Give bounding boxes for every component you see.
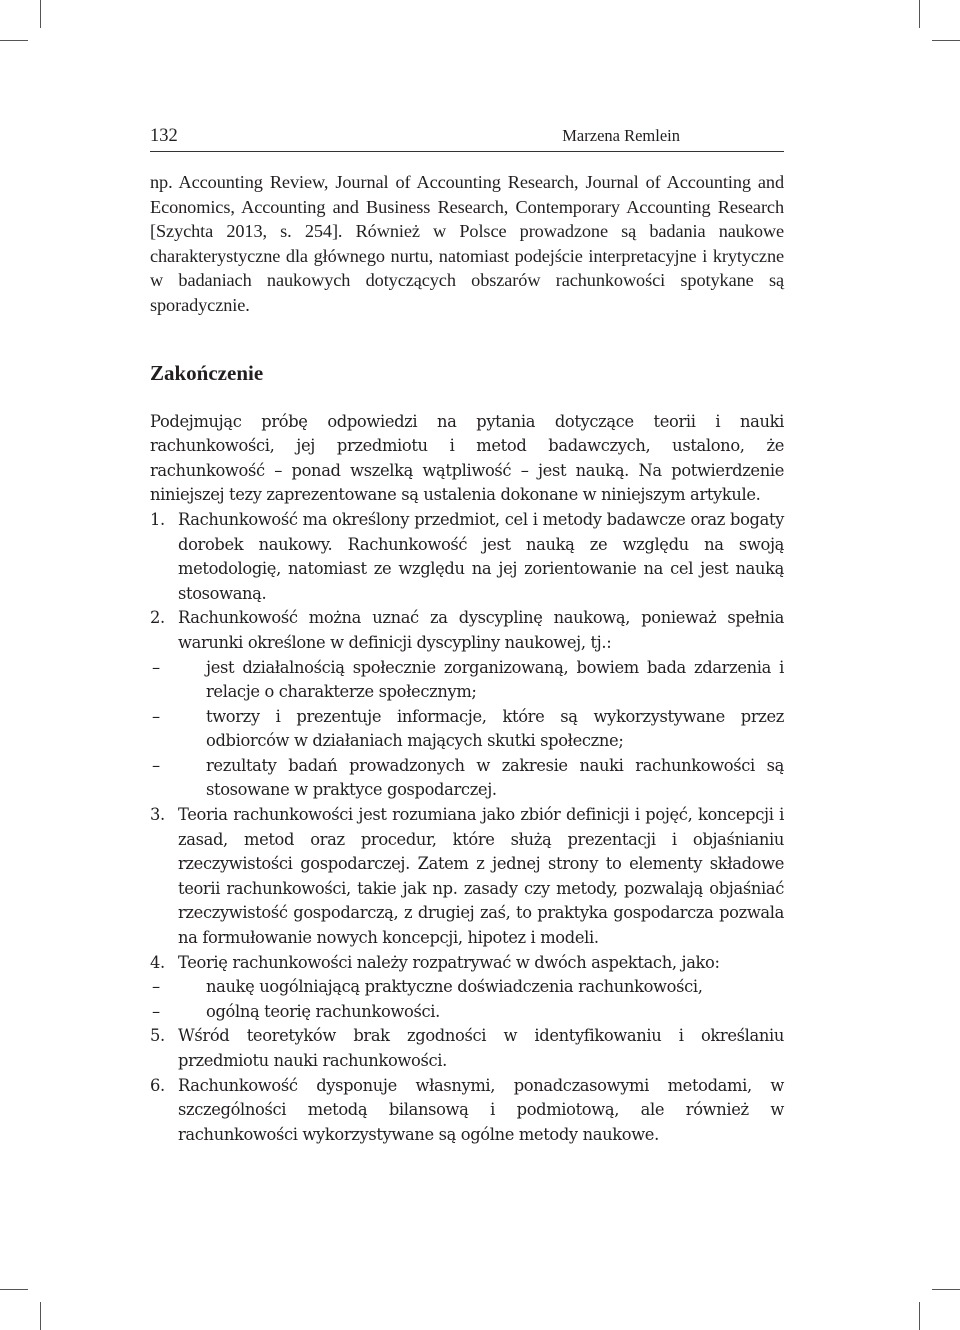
- list-item-text: Teorię rachunkowości należy rozpatrywać w dwóch aspektach, jako:: [178, 952, 720, 972]
- list-item: [150, 508, 784, 606]
- page-number: 132: [150, 126, 178, 146]
- sub-list-item-text: ogólną teorię rachunkowości.: [206, 1001, 440, 1021]
- sub-list-item: [150, 705, 784, 754]
- list-item-text: Teoria rachunkowości jest rozumiana jako zbiór definicji i pojęć, koncepcji i zasad, metod oraz procedur, które służą prezentacji i objaśnianiu rzeczywistości gospodarczej. Zatem z jednej strony to elementy składowe teorii rachunkowości, takie jak np. zasady czy metody, pozwalają objaśniać rzeczywistość gospodarczą, z drugiej zaś, to praktyka gospodarcza pozwala na formułowanie nowych koncepcji, hipotez i modeli.: [178, 805, 784, 948]
- sub-list-item-text: rezultaty badań prowadzonych w zakresie nauki rachunkowości są stosowane w praktyce gospodarczej.: [206, 755, 784, 800]
- sub-list-item: [150, 656, 784, 705]
- list-item-number: 3.: [150, 805, 165, 825]
- sub-list-item: [150, 1000, 784, 1025]
- list-item: [150, 1024, 784, 1073]
- sub-list: [152, 656, 784, 804]
- crop-mark: [919, 1302, 920, 1330]
- list-item-text: Rachunkowość dysponuje własnymi, ponadczasowymi metodami, w szczególności metodą bilansową i podmiotową, ale również w rachunkowości wykorzystywane są ogólne metody naukowe.: [178, 1075, 784, 1144]
- list-item-number: 4.: [150, 952, 165, 972]
- author-name: Marzena Remlein: [562, 126, 680, 145]
- dash-bullet: –: [152, 657, 160, 677]
- sub-list-item-text: naukę uogólniającą praktyczne doświadczenia rachunkowości,: [206, 977, 703, 997]
- crop-mark: [919, 0, 920, 28]
- intro-paragraph: np. Accounting Review, Journal of Accounting Research, Journal of Accounting and Economics, Accounting and Business Research, Contemporary Accounting Research [Szychta 2013, s. 254]. Również w Polsce prowadzone są badania naukowe charakterystyczne dla głównego nurtu, natomiast podejście interpretacyjne i krytyczne w badaniach naukowych dotyczących obszarów rachunkowości spotykane są sporadycznie.: [150, 172, 784, 315]
- crop-mark: [0, 1289, 28, 1290]
- sub-list-item: [150, 754, 784, 803]
- list-item: [150, 951, 784, 1025]
- list-item-number: 6.: [150, 1075, 165, 1095]
- lead-paragraph: Podejmując próbę odpowiedzi na pytania dotyczące teorii i nauki rachunkowości, jej przedmiotu i metod badawczych, ustalono, że rachunkowość – ponad wszelką wątpliwość – jest nauką. Na potwierdzenie niniejszej tezy zaprezentowane są ustalenia dokonane w niniejszym artykule.: [150, 411, 784, 505]
- sub-list-item: [150, 975, 784, 1000]
- crop-mark: [0, 40, 28, 41]
- sub-list-item-text: jest działalnością społecznie zorganizowaną, bowiem bada zdarzenia i relacje o charakterze społecznym;: [206, 657, 784, 702]
- crop-mark: [40, 0, 41, 28]
- conclusions-list: [150, 508, 784, 1147]
- list-item: [150, 1074, 784, 1148]
- dash-bullet: –: [152, 755, 160, 775]
- crop-mark: [932, 1289, 960, 1290]
- crop-mark: [932, 40, 960, 41]
- dash-bullet: –: [152, 977, 160, 997]
- list-item: [150, 606, 784, 803]
- dash-bullet: –: [152, 706, 160, 726]
- list-item-number: 1.: [150, 509, 165, 529]
- list-item-number: 5.: [150, 1026, 165, 1046]
- list-item-text: Wśród teoretyków brak zgodności w identyfikowaniu i określaniu przedmiotu nauki rachunkowości.: [178, 1026, 784, 1070]
- section-heading: Zakończenie: [150, 360, 264, 385]
- running-head: [150, 126, 784, 152]
- list-item-text: Rachunkowość ma określony przedmiot, cel i metody badawcze oraz bogaty dorobek naukowy. Rachunkowość jest nauką ze względu na swoją metodologię, natomiast ze względu na jej zorientowanie na cel jest nauką stosowaną.: [178, 509, 784, 603]
- list-item: [150, 803, 784, 951]
- list-item-text: Rachunkowość można uznać za dyscyplinę naukową, ponieważ spełnia warunki określone w definicji dyscypliny naukowej, tj.:: [178, 608, 784, 652]
- crop-mark: [40, 1302, 41, 1330]
- dash-bullet: –: [152, 1001, 160, 1021]
- section-body: [150, 410, 784, 1148]
- sub-list: [152, 975, 784, 1024]
- list-item-number: 2.: [150, 608, 165, 628]
- page: [150, 126, 784, 1147]
- sub-list-item-text: tworzy i prezentuje informacje, które są wykorzystywane przez odbiorców w działaniach mających skutki społeczne;: [206, 706, 784, 751]
